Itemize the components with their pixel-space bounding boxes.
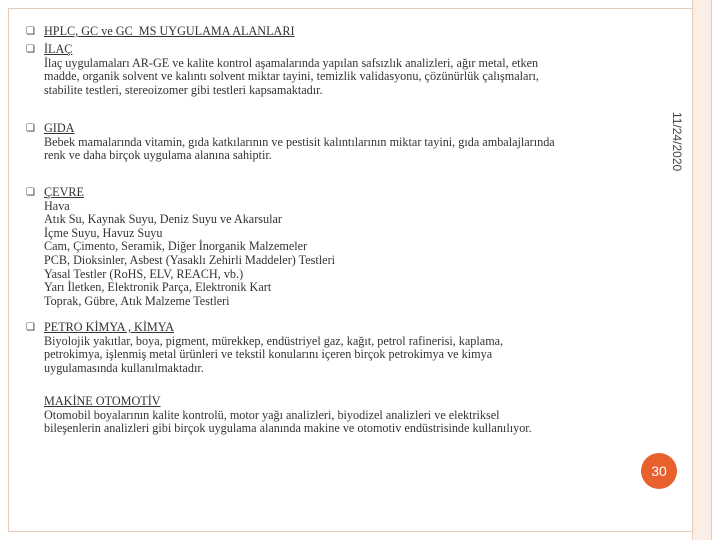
section-heading: PETRO KİMYA , KİMYA [44, 320, 175, 334]
section-line: madde, organik solvent ve kalıntı solvent miktar tayini, temizlik validasyonu, çözünürlük çalışmaları, [44, 69, 539, 84]
section-line: Yasal Testler (RoHS, ELV, REACH, vb.) [44, 266, 244, 281]
section-line: Atık Su, Kaynak Suyu, Deniz Suyu ve Akarsular [44, 212, 282, 227]
section-line: Biyolojik yakıtlar, boya, pigment, mürekkep, endüstriyel gaz, kağıt, petrol rafinerisi, kaplama, [44, 333, 504, 348]
section-cevre [44, 186, 335, 308]
section-line: Otomobil boyalarının kalite kontrolü, motor yağı analizleri, biyodizel analizleri ve elektriksel [44, 407, 500, 422]
section-line: stabilite testleri, stereoizomer gibi testleri kapsamaktadır. [44, 82, 323, 97]
bullet-icon: ❏ [26, 187, 35, 198]
section-line: uygulamasında kullanılmaktadır. [44, 360, 204, 375]
bullet-icon: ❏ [26, 26, 35, 37]
section-line: İlaç uygulamaları AR-GE ve kalite kontrol aşamalarında yapılan safsızlık analizleri, ağır metal, etken [44, 55, 539, 70]
section-petro [44, 321, 503, 375]
section-line: Yarı İletken, Elektronik Parça, Elektronik Kart [44, 280, 272, 295]
section-line: Hava [44, 198, 70, 213]
section-line: Cam, Çimento, Seramik, Diğer İnorganik Malzemeler [44, 239, 308, 254]
slide-date: 11/24/2020 [670, 112, 684, 172]
section-heading: HPLC, GC ve GC_MS UYGULAMA ALANLARI [44, 24, 295, 38]
section-line: bileşenlerin analizleri gibi birçok uygulama alanında makine ve otomotiv endüstrisinde kullanılıyor. [44, 421, 532, 436]
section-heading: MAKİNE OTOMOTİV [44, 394, 161, 408]
section-heading: ÇEVRE [44, 185, 84, 199]
bullet-icon: ❏ [26, 322, 35, 333]
section-heading: İLAÇ [44, 42, 73, 56]
section-otomotiv [44, 395, 532, 436]
section-line: Bebek mamalarında vitamin, gıda katkılarının ve pestisit kalıntılarının miktar tayini, gıda ambalajlarında [44, 134, 555, 149]
page-number-badge: 30 [641, 453, 677, 489]
section-heading: GIDA [44, 121, 75, 135]
section-line: petrokimya, işlenmiş metal ürünleri ve tekstil konularını içeren birçok petrokimya ve kimya [44, 347, 493, 362]
section-line: renk ve daha birçok uygulama alanına sahiptir. [44, 148, 272, 163]
section-gida [44, 122, 555, 163]
section-line: PCB, Dioksinler, Asbest (Yasaklı Zehirli Maddeler) Testleri [44, 252, 336, 267]
slide-right-border [692, 0, 712, 540]
bullet-icon: ❏ [26, 123, 35, 134]
section-hplc [44, 25, 295, 39]
section-line: Toprak, Gübre, Atık Malzeme Testleri [44, 293, 230, 308]
section-ilac [44, 43, 539, 97]
bullet-icon: ❏ [26, 44, 35, 55]
section-line: İçme Suyu, Havuz Suyu [44, 225, 163, 240]
